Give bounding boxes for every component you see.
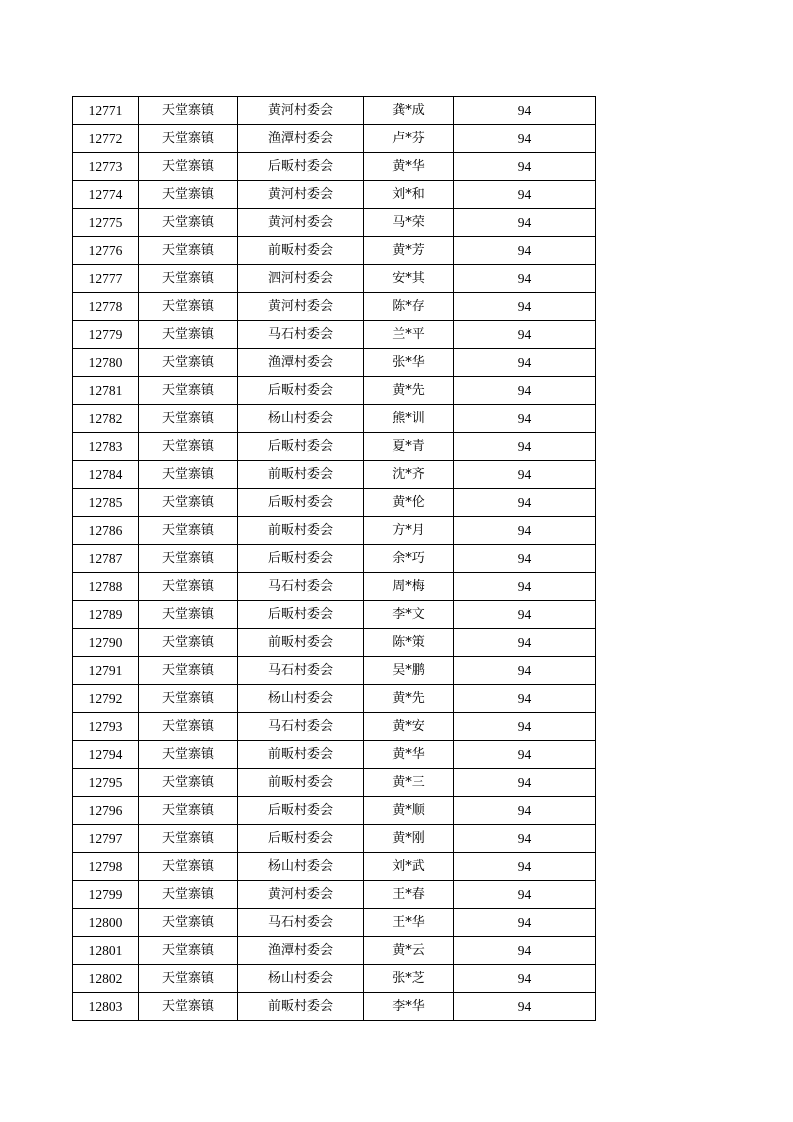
town-cell: 天堂寨镇 xyxy=(139,825,238,853)
table-row xyxy=(73,153,596,181)
name-cell: 兰*平 xyxy=(364,321,454,349)
village-cell: 马石村委会 xyxy=(238,713,364,741)
record-id-cell: 12788 xyxy=(73,573,139,601)
name-cell: 周*梅 xyxy=(364,573,454,601)
record-id-cell: 12798 xyxy=(73,853,139,881)
table-row xyxy=(73,545,596,573)
score-cell: 94 xyxy=(454,349,596,377)
town-cell: 天堂寨镇 xyxy=(139,433,238,461)
name-cell: 黄*伦 xyxy=(364,489,454,517)
score-cell: 94 xyxy=(454,657,596,685)
village-cell: 马石村委会 xyxy=(238,321,364,349)
record-id-cell: 12794 xyxy=(73,741,139,769)
village-cell: 马石村委会 xyxy=(238,573,364,601)
name-cell: 吴*鹏 xyxy=(364,657,454,685)
records-table-body xyxy=(73,97,596,1021)
town-cell: 天堂寨镇 xyxy=(139,237,238,265)
town-cell: 天堂寨镇 xyxy=(139,769,238,797)
town-cell: 天堂寨镇 xyxy=(139,629,238,657)
score-cell: 94 xyxy=(454,853,596,881)
table-row xyxy=(73,965,596,993)
name-cell: 黄*华 xyxy=(364,153,454,181)
village-cell: 后畈村委会 xyxy=(238,433,364,461)
town-cell: 天堂寨镇 xyxy=(139,517,238,545)
table-row xyxy=(73,629,596,657)
table-row xyxy=(73,377,596,405)
town-cell: 天堂寨镇 xyxy=(139,97,238,125)
record-id-cell: 12772 xyxy=(73,125,139,153)
name-cell: 刘*武 xyxy=(364,853,454,881)
score-cell: 94 xyxy=(454,741,596,769)
village-cell: 马石村委会 xyxy=(238,909,364,937)
record-id-cell: 12790 xyxy=(73,629,139,657)
village-cell: 杨山村委会 xyxy=(238,965,364,993)
records-table xyxy=(72,96,596,1021)
name-cell: 安*其 xyxy=(364,265,454,293)
score-cell: 94 xyxy=(454,125,596,153)
town-cell: 天堂寨镇 xyxy=(139,293,238,321)
town-cell: 天堂寨镇 xyxy=(139,573,238,601)
town-cell: 天堂寨镇 xyxy=(139,657,238,685)
village-cell: 前畈村委会 xyxy=(238,769,364,797)
table-row xyxy=(73,97,596,125)
score-cell: 94 xyxy=(454,545,596,573)
name-cell: 沈*齐 xyxy=(364,461,454,489)
table-row xyxy=(73,657,596,685)
table-row xyxy=(73,685,596,713)
village-cell: 黄河村委会 xyxy=(238,209,364,237)
town-cell: 天堂寨镇 xyxy=(139,349,238,377)
score-cell: 94 xyxy=(454,265,596,293)
record-id-cell: 12771 xyxy=(73,97,139,125)
name-cell: 张*芝 xyxy=(364,965,454,993)
score-cell: 94 xyxy=(454,181,596,209)
name-cell: 王*春 xyxy=(364,881,454,909)
record-id-cell: 12789 xyxy=(73,601,139,629)
town-cell: 天堂寨镇 xyxy=(139,321,238,349)
table-row xyxy=(73,405,596,433)
record-id-cell: 12797 xyxy=(73,825,139,853)
table-row xyxy=(73,237,596,265)
table-row xyxy=(73,601,596,629)
score-cell: 94 xyxy=(454,461,596,489)
table-row xyxy=(73,489,596,517)
score-cell: 94 xyxy=(454,573,596,601)
name-cell: 黄*刚 xyxy=(364,825,454,853)
record-id-cell: 12780 xyxy=(73,349,139,377)
score-cell: 94 xyxy=(454,937,596,965)
table-row xyxy=(73,937,596,965)
record-id-cell: 12773 xyxy=(73,153,139,181)
village-cell: 黄河村委会 xyxy=(238,181,364,209)
record-id-cell: 12802 xyxy=(73,965,139,993)
score-cell: 94 xyxy=(454,601,596,629)
name-cell: 黄*芳 xyxy=(364,237,454,265)
name-cell: 龚*成 xyxy=(364,97,454,125)
town-cell: 天堂寨镇 xyxy=(139,881,238,909)
record-id-cell: 12782 xyxy=(73,405,139,433)
table-row xyxy=(73,517,596,545)
score-cell: 94 xyxy=(454,965,596,993)
name-cell: 黄*三 xyxy=(364,769,454,797)
score-cell: 94 xyxy=(454,769,596,797)
town-cell: 天堂寨镇 xyxy=(139,125,238,153)
table-row xyxy=(73,573,596,601)
name-cell: 熊*训 xyxy=(364,405,454,433)
score-cell: 94 xyxy=(454,405,596,433)
table-row xyxy=(73,433,596,461)
name-cell: 李*华 xyxy=(364,993,454,1021)
name-cell: 黄*安 xyxy=(364,713,454,741)
name-cell: 李*文 xyxy=(364,601,454,629)
score-cell: 94 xyxy=(454,825,596,853)
town-cell: 天堂寨镇 xyxy=(139,181,238,209)
town-cell: 天堂寨镇 xyxy=(139,265,238,293)
record-id-cell: 12792 xyxy=(73,685,139,713)
table-row xyxy=(73,209,596,237)
record-id-cell: 12803 xyxy=(73,993,139,1021)
table-row xyxy=(73,713,596,741)
village-cell: 前畈村委会 xyxy=(238,993,364,1021)
village-cell: 后畈村委会 xyxy=(238,797,364,825)
table-row xyxy=(73,881,596,909)
record-id-cell: 12776 xyxy=(73,237,139,265)
score-cell: 94 xyxy=(454,209,596,237)
village-cell: 前畈村委会 xyxy=(238,629,364,657)
town-cell: 天堂寨镇 xyxy=(139,461,238,489)
name-cell: 卢*芬 xyxy=(364,125,454,153)
name-cell: 余*巧 xyxy=(364,545,454,573)
name-cell: 陈*策 xyxy=(364,629,454,657)
table-row xyxy=(73,265,596,293)
town-cell: 天堂寨镇 xyxy=(139,489,238,517)
table-row xyxy=(73,321,596,349)
score-cell: 94 xyxy=(454,881,596,909)
village-cell: 马石村委会 xyxy=(238,657,364,685)
town-cell: 天堂寨镇 xyxy=(139,965,238,993)
village-cell: 后畈村委会 xyxy=(238,601,364,629)
name-cell: 黄*云 xyxy=(364,937,454,965)
table-row xyxy=(73,349,596,377)
name-cell: 马*荣 xyxy=(364,209,454,237)
village-cell: 黄河村委会 xyxy=(238,293,364,321)
table-row xyxy=(73,993,596,1021)
record-id-cell: 12778 xyxy=(73,293,139,321)
village-cell: 杨山村委会 xyxy=(238,853,364,881)
town-cell: 天堂寨镇 xyxy=(139,209,238,237)
village-cell: 黄河村委会 xyxy=(238,97,364,125)
table-row xyxy=(73,797,596,825)
table-row xyxy=(73,461,596,489)
score-cell: 94 xyxy=(454,993,596,1021)
table-row xyxy=(73,741,596,769)
record-id-cell: 12784 xyxy=(73,461,139,489)
score-cell: 94 xyxy=(454,517,596,545)
table-row xyxy=(73,293,596,321)
town-cell: 天堂寨镇 xyxy=(139,405,238,433)
score-cell: 94 xyxy=(454,293,596,321)
record-id-cell: 12793 xyxy=(73,713,139,741)
record-id-cell: 12783 xyxy=(73,433,139,461)
village-cell: 黄河村委会 xyxy=(238,881,364,909)
record-id-cell: 12801 xyxy=(73,937,139,965)
table-row xyxy=(73,181,596,209)
village-cell: 后畈村委会 xyxy=(238,545,364,573)
record-id-cell: 12786 xyxy=(73,517,139,545)
town-cell: 天堂寨镇 xyxy=(139,685,238,713)
score-cell: 94 xyxy=(454,237,596,265)
score-cell: 94 xyxy=(454,153,596,181)
score-cell: 94 xyxy=(454,321,596,349)
record-id-cell: 12777 xyxy=(73,265,139,293)
score-cell: 94 xyxy=(454,685,596,713)
record-id-cell: 12796 xyxy=(73,797,139,825)
village-cell: 后畈村委会 xyxy=(238,825,364,853)
score-cell: 94 xyxy=(454,797,596,825)
town-cell: 天堂寨镇 xyxy=(139,153,238,181)
village-cell: 后畈村委会 xyxy=(238,377,364,405)
name-cell: 张*华 xyxy=(364,349,454,377)
town-cell: 天堂寨镇 xyxy=(139,713,238,741)
village-cell: 杨山村委会 xyxy=(238,405,364,433)
village-cell: 前畈村委会 xyxy=(238,237,364,265)
name-cell: 夏*青 xyxy=(364,433,454,461)
name-cell: 方*月 xyxy=(364,517,454,545)
village-cell: 泗河村委会 xyxy=(238,265,364,293)
village-cell: 后畈村委会 xyxy=(238,489,364,517)
name-cell: 黄*先 xyxy=(364,377,454,405)
table-row xyxy=(73,125,596,153)
name-cell: 陈*存 xyxy=(364,293,454,321)
town-cell: 天堂寨镇 xyxy=(139,797,238,825)
town-cell: 天堂寨镇 xyxy=(139,909,238,937)
record-id-cell: 12779 xyxy=(73,321,139,349)
record-id-cell: 12785 xyxy=(73,489,139,517)
score-cell: 94 xyxy=(454,713,596,741)
table-row xyxy=(73,825,596,853)
village-cell: 渔潭村委会 xyxy=(238,125,364,153)
name-cell: 刘*和 xyxy=(364,181,454,209)
record-id-cell: 12799 xyxy=(73,881,139,909)
name-cell: 黄*华 xyxy=(364,741,454,769)
town-cell: 天堂寨镇 xyxy=(139,853,238,881)
record-id-cell: 12775 xyxy=(73,209,139,237)
town-cell: 天堂寨镇 xyxy=(139,601,238,629)
record-id-cell: 12795 xyxy=(73,769,139,797)
record-id-cell: 12787 xyxy=(73,545,139,573)
town-cell: 天堂寨镇 xyxy=(139,993,238,1021)
score-cell: 94 xyxy=(454,97,596,125)
score-cell: 94 xyxy=(454,909,596,937)
score-cell: 94 xyxy=(454,433,596,461)
record-id-cell: 12791 xyxy=(73,657,139,685)
village-cell: 渔潭村委会 xyxy=(238,937,364,965)
table-row xyxy=(73,769,596,797)
town-cell: 天堂寨镇 xyxy=(139,377,238,405)
table-row xyxy=(73,853,596,881)
town-cell: 天堂寨镇 xyxy=(139,741,238,769)
score-cell: 94 xyxy=(454,377,596,405)
village-cell: 前畈村委会 xyxy=(238,461,364,489)
record-id-cell: 12800 xyxy=(73,909,139,937)
town-cell: 天堂寨镇 xyxy=(139,937,238,965)
name-cell: 黄*先 xyxy=(364,685,454,713)
village-cell: 前畈村委会 xyxy=(238,741,364,769)
name-cell: 王*华 xyxy=(364,909,454,937)
village-cell: 后畈村委会 xyxy=(238,153,364,181)
score-cell: 94 xyxy=(454,629,596,657)
town-cell: 天堂寨镇 xyxy=(139,545,238,573)
record-id-cell: 12774 xyxy=(73,181,139,209)
village-cell: 杨山村委会 xyxy=(238,685,364,713)
village-cell: 前畈村委会 xyxy=(238,517,364,545)
table-row xyxy=(73,909,596,937)
name-cell: 黄*顺 xyxy=(364,797,454,825)
score-cell: 94 xyxy=(454,489,596,517)
record-id-cell: 12781 xyxy=(73,377,139,405)
village-cell: 渔潭村委会 xyxy=(238,349,364,377)
